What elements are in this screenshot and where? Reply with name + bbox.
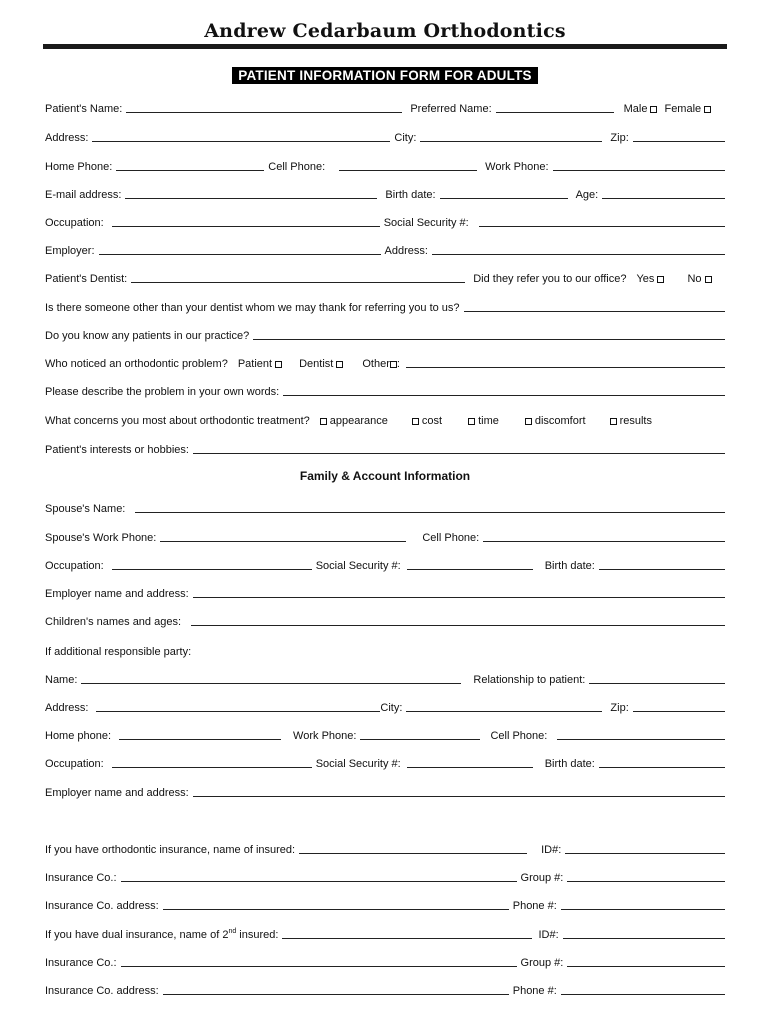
refer-yes-label: Yes (636, 273, 655, 285)
spouse-ssn-label: Social Security #: (315, 560, 401, 572)
party-address-label: Address: (45, 702, 89, 714)
male-checkbox-icon[interactable] (650, 106, 657, 113)
concern-appearance-label: appearance (329, 415, 388, 427)
refer-no-checkbox-icon[interactable] (705, 276, 712, 283)
address-label: Address: (45, 132, 89, 144)
noticed-patient-label: Patient (237, 358, 273, 370)
party-zip-label: Zip: (610, 702, 629, 714)
spouse-work-phone-field[interactable] (160, 541, 406, 542)
describe-row (45, 381, 725, 399)
party-cell-phone-field[interactable] (557, 739, 725, 740)
insurance-company-row (45, 867, 725, 885)
concern-cost-checkbox-icon[interactable] (412, 418, 419, 425)
noticed-dentist-option[interactable] (285, 357, 346, 371)
male-option[interactable] (614, 102, 661, 116)
dual-insured-row (45, 924, 725, 942)
birth-date-label: Birth date: (385, 189, 436, 201)
party-occupation-field[interactable] (112, 767, 312, 768)
city-field[interactable] (420, 141, 602, 142)
home-phone-label: Home Phone: (45, 161, 113, 173)
dual-address-row (45, 980, 725, 998)
party-phones-row (45, 725, 725, 743)
employer-field[interactable] (99, 254, 381, 255)
party-work-phone-field[interactable] (360, 739, 480, 740)
noticed-patient-option[interactable] (232, 357, 285, 371)
spouse-name-field[interactable] (135, 512, 725, 513)
party-zip-field[interactable] (633, 711, 725, 712)
dual-phone-label: Phone #: (512, 985, 557, 997)
thank-row (45, 297, 725, 315)
spouse-occupation-row (45, 555, 725, 573)
occupation-row (45, 212, 725, 230)
spouse-ssn-field[interactable] (407, 569, 533, 570)
dentist-row (45, 268, 725, 286)
cell-phone-label: Cell Phone: (268, 161, 326, 173)
party-occupation-label: Occupation: (45, 758, 104, 770)
preferred-name-label: Preferred Name: (410, 103, 492, 115)
spouse-work-phone-label: Spouse's Work Phone: (45, 532, 157, 544)
noticed-other-checkbox-icon[interactable] (390, 361, 397, 368)
male-label: Male (623, 103, 648, 115)
employer-row (45, 240, 725, 258)
home-phone-field[interactable] (116, 170, 264, 171)
insurance-group-field[interactable] (567, 881, 725, 882)
refer-yes-checkbox-icon[interactable] (657, 276, 664, 283)
party-occupation-row (45, 753, 725, 771)
city-label: City: (394, 132, 417, 144)
concern-time-label: time (478, 415, 499, 427)
relationship-label: Relationship to patient: (473, 674, 586, 686)
insurance-id-label: ID#: (541, 844, 562, 856)
dual-id-field[interactable] (563, 938, 725, 939)
children-field[interactable] (191, 625, 725, 626)
dual-company-label: Insurance Co.: (45, 957, 117, 969)
spouse-name-label: Spouse's Name: (45, 503, 126, 515)
spouse-name-row (45, 498, 725, 516)
ssn-field[interactable] (479, 226, 725, 227)
party-home-phone-field[interactable] (119, 739, 281, 740)
zip-label: Zip: (610, 132, 629, 144)
know-patients-question: Do you know any patients in our practice? (45, 330, 250, 342)
refer-no-option[interactable] (667, 272, 714, 286)
spouse-phone-row (45, 527, 725, 545)
occupation-label: Occupation: (45, 217, 104, 229)
noticed-other-label: Other (362, 358, 390, 370)
party-name-field[interactable] (81, 683, 461, 684)
concern-results-option[interactable] (586, 414, 652, 428)
spouse-occupation-label: Occupation: (45, 560, 104, 572)
party-ssn-label: Social Security #: (315, 758, 401, 770)
noticed-other-field[interactable] (406, 367, 725, 368)
concern-discomfort-option[interactable] (499, 414, 586, 428)
spouse-birth-date-field[interactable] (599, 569, 725, 570)
employer-label: Employer: (45, 245, 95, 257)
insurance-address-row (45, 895, 725, 913)
spouse-cell-phone-field[interactable] (483, 541, 725, 542)
family-section-title: Family & Account Information (299, 469, 471, 483)
noticed-dentist-checkbox-icon[interactable] (336, 361, 343, 368)
concerns-label: What concerns you most about orthodontic treatment? (45, 415, 310, 427)
insurance-group-label: Group #: (520, 872, 564, 884)
party-address-field[interactable] (96, 711, 380, 712)
title-divider (43, 44, 727, 49)
party-address-row (45, 697, 725, 715)
female-label: Female (664, 103, 702, 115)
know-patients-field[interactable] (253, 339, 725, 340)
party-birth-date-label: Birth date: (544, 758, 595, 770)
refer-yes-option[interactable] (630, 272, 667, 286)
patient-name-label: Patient's Name: (45, 103, 123, 115)
party-name-row (45, 669, 725, 687)
dual-insured-label: If you have dual insurance, name of 2nd insured: (45, 928, 279, 941)
insured-row (45, 839, 725, 857)
party-employer-row (45, 782, 725, 800)
refer-no-label: No (687, 273, 702, 285)
occupation-field[interactable] (112, 226, 380, 227)
concern-results-checkbox-icon[interactable] (610, 418, 617, 425)
party-home-phone-label: Home phone: (45, 730, 112, 742)
party-city-field[interactable] (406, 711, 602, 712)
dual-id-label: ID#: (538, 929, 559, 941)
female-option[interactable] (660, 102, 714, 116)
describe-field[interactable] (283, 395, 725, 396)
insurance-address-field[interactable] (163, 909, 509, 910)
concern-discomfort-checkbox-icon[interactable] (525, 418, 532, 425)
work-phone-label: Work Phone: (485, 161, 549, 173)
refer-question: Did they refer you to our office? (473, 273, 627, 285)
work-phone-field[interactable] (553, 170, 725, 171)
concern-results-label: results (619, 415, 652, 427)
birth-date-field[interactable] (440, 198, 568, 199)
insured-label: If you have orthodontic insurance, name of insured: (45, 844, 296, 856)
concern-time-checkbox-icon[interactable] (468, 418, 475, 425)
practice-title: Andrew Cedarbaum Orthodontics (204, 20, 566, 42)
zip-field[interactable] (633, 141, 725, 142)
spouse-birth-date-label: Birth date: (544, 560, 595, 572)
thank-field[interactable] (464, 311, 725, 312)
describe-label: Please describe the problem in your own words: (45, 386, 280, 398)
dual-address-field[interactable] (163, 994, 509, 995)
email-field[interactable] (125, 198, 377, 199)
email-label: E-mail address: (45, 189, 122, 201)
spouse-cell-phone-label: Cell Phone: (422, 532, 480, 544)
noticed-row (45, 353, 725, 371)
insured-field[interactable] (299, 853, 527, 854)
insurance-phone-field[interactable] (561, 909, 725, 910)
dual-address-label: Insurance Co. address: (45, 985, 159, 997)
thank-question: Is there someone other than your dentist whom we may thank for referring you to us? (45, 302, 460, 314)
dentist-label: Patient's Dentist: (45, 273, 128, 285)
concern-appearance-option[interactable] (314, 414, 388, 428)
email-row (45, 184, 725, 202)
insurance-company-label: Insurance Co.: (45, 872, 117, 884)
dentist-field[interactable] (131, 282, 465, 283)
relationship-field[interactable] (589, 683, 725, 684)
party-employer-field[interactable] (193, 796, 725, 797)
phones-row (45, 156, 725, 174)
party-cell-phone-label: Cell Phone: (490, 730, 548, 742)
concern-discomfort-label: discomfort (534, 415, 586, 427)
preferred-name-field[interactable] (496, 112, 614, 113)
noticed-other-option[interactable]: Other : (362, 358, 400, 370)
noticed-dentist-label: Dentist (299, 358, 334, 370)
party-birth-date-field[interactable] (599, 767, 725, 768)
spouse-employer-row (45, 583, 725, 601)
spouse-employer-label: Employer name and address: (45, 588, 189, 600)
address-field[interactable] (92, 141, 390, 142)
spouse-occupation-field[interactable] (112, 569, 312, 570)
cell-phone-field[interactable] (339, 170, 477, 171)
insurance-id-field[interactable] (565, 853, 725, 854)
party-ssn-field[interactable] (407, 767, 533, 768)
party-work-phone-label: Work Phone: (293, 730, 357, 742)
patient-name-row (45, 98, 725, 116)
patient-name-field[interactable] (126, 112, 402, 113)
concern-cost-option[interactable] (388, 414, 442, 428)
interests-label: Patient's interests or hobbies: (45, 444, 189, 456)
dual-group-field[interactable] (567, 966, 725, 967)
party-city-label: City: (380, 702, 403, 714)
children-label: Children's names and ages: (45, 616, 182, 628)
concern-time-option[interactable] (442, 414, 499, 428)
concern-cost-label: cost (421, 415, 443, 427)
age-field[interactable] (602, 198, 725, 199)
party-name-label: Name: (45, 674, 78, 686)
noticed-patient-checkbox-icon[interactable] (275, 361, 282, 368)
interests-row (45, 439, 725, 457)
dual-company-field[interactable] (121, 966, 517, 967)
children-row (45, 611, 725, 629)
ssn-label: Social Security #: (383, 217, 469, 229)
additional-party-label: If additional responsible party: (45, 646, 192, 658)
concern-appearance-checkbox-icon[interactable] (320, 418, 327, 425)
employer-address-field[interactable] (432, 254, 725, 255)
dual-insured-field[interactable] (282, 938, 532, 939)
age-label: Age: (575, 189, 599, 201)
know-patients-row (45, 325, 725, 343)
dual-company-row (45, 952, 725, 970)
insurance-company-field[interactable] (121, 881, 517, 882)
female-checkbox-icon[interactable] (704, 106, 711, 113)
dual-group-label: Group #: (520, 957, 564, 969)
additional-party-row (45, 641, 725, 659)
interests-field[interactable] (193, 453, 725, 454)
insurance-address-label: Insurance Co. address: (45, 900, 159, 912)
party-employer-label: Employer name and address: (45, 787, 189, 799)
employer-address-label: Address: (384, 245, 428, 257)
form-subtitle: PATIENT INFORMATION FORM FOR ADULTS (232, 67, 537, 84)
dual-phone-field[interactable] (561, 994, 725, 995)
address-row (45, 127, 725, 145)
insurance-phone-label: Phone #: (512, 900, 557, 912)
concerns-row (45, 410, 725, 428)
spouse-employer-field[interactable] (193, 597, 725, 598)
noticed-question: Who noticed an orthodontic problem? (45, 358, 228, 370)
